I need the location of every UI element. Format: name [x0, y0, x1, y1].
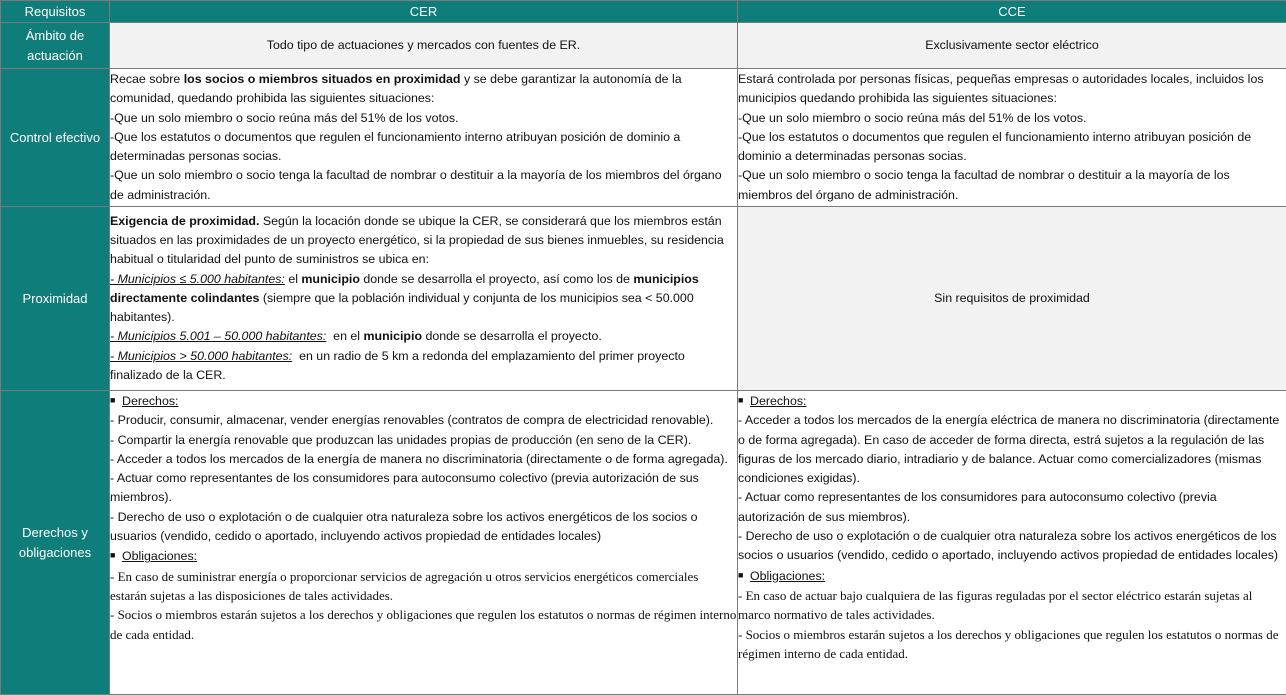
cer-derecho-item: - Acceder a todos los mercados de la energía de manera no discriminatoria (directamente o de forma agregada).: [110, 450, 737, 469]
cer-obligacion-item: - En caso de suministrar energía o proporcionar servicios de agregación u otros servicios energéticos comerciales estarán sujetas a las disposiciones de tales actividades.: [110, 567, 737, 606]
cer-control-item: -Que un solo miembro o socio reúna más del 51% de los votos.: [110, 109, 737, 128]
row-ambito: [1, 23, 1286, 69]
square-bullet-icon: ■: [738, 391, 750, 410]
cce-ambito: Exclusivamente sector eléctrico: [738, 23, 1286, 69]
cer-derechos: [110, 391, 738, 695]
label-proximidad: Proximidad: [1, 207, 110, 391]
cer-proximidad: [110, 207, 738, 391]
cce-derecho-item: - Actuar como representantes de los consumidores para autoconsumo colectivo (previa autorización de sus miembros).: [738, 488, 1286, 527]
square-bullet-icon: ■: [738, 566, 750, 585]
cce-control-item: -Que los estatutos o documentos que regulen el funcionamiento interno atribuyan posición de dominio a determinadas personas socias.: [738, 128, 1286, 167]
cer-derechos-heading: ■ Derechos:: [110, 391, 737, 411]
cer-obligaciones-heading: ■ Obligaciones:: [110, 546, 737, 566]
cce-obligacion-item: - Socios o miembros estarán sujetos a los derechos y obligaciones que regulen los estatutos o normas de régimen interno de cada entidad.: [738, 625, 1286, 664]
cce-derecho-item: - Acceder a todos los mercados de la energía eléctrica de manera no discriminatoria (directamente o de forma agregada). En caso de acceder de forma directa, estrá sujetos a la regulación de las figuras de los mercado diario, intradiario y de balance. Actuar como comercializadores (mismas condiciones exigidas).: [738, 411, 1286, 488]
cce-derechos: [738, 391, 1286, 695]
cce-control-intro: Estará controlada por personas físicas, pequeñas empresas o autoridades locales, incluidos los municipios quedando prohibida las siguientes situaciones:: [738, 70, 1286, 109]
cce-control: [738, 69, 1286, 207]
cce-obligacion-item: - En caso de actuar bajo cualquiera de las figuras reguladas por el sector eléctrico estarán sujetas al marco normativo de tales actividades.: [738, 586, 1286, 625]
header-cce: CCE: [738, 1, 1286, 23]
cer-control-intro: Recae sobre los socios o miembros situados en proximidad y se debe garantizar la autonomía de la comunidad, quedando prohibida las siguientes situaciones:: [110, 70, 737, 109]
square-bullet-icon: ■: [110, 391, 122, 410]
cce-proximidad: Sin requisitos de proximidad: [738, 207, 1286, 391]
row-control: [1, 69, 1286, 207]
label-control: Control efectivo: [1, 69, 110, 207]
cer-control-item: -Que los estatutos o documentos que regulen el funcionamiento interno atribuyan posición de dominio a determinadas personas socias.: [110, 128, 737, 167]
label-derechos: Derechos y obligaciones: [1, 391, 110, 695]
proximidad-large-municipios: - Municipios > 50.000 habitantes: en un radio de 5 km a redonda del emplazamiento del primer proyecto finalizado de la CER.: [110, 347, 737, 386]
proximidad-small-municipios: - Municipios ≤ 5.000 habitantes: el municipio donde se desarrolla el proyecto, así como los de municipios directamente colindantes (siempre que la población individual y conjunta de los municipios sea < 50.000 habitantes).: [110, 270, 737, 328]
proximidad-intro: Exigencia de proximidad. Según la locación donde se ubique la CER, se considerará que los miembros están situados en las proximidades de un proyecto energético, si la propiedad de sus bienes inmuebles, su residencia habitual o titularidad del punto de suministros se ubica en:: [110, 212, 737, 270]
cer-derecho-item: - Actuar como representantes de los consumidores para autoconsumo colectivo (previa autorización de sus miembros).: [110, 469, 737, 508]
cer-obligacion-item: - Socios o miembros estarán sujetos a los derechos y obligaciones que regulen los estatutos o normas de régimen interno de cada entidad.: [110, 605, 737, 644]
header-row: [1, 1, 1286, 23]
header-cer: CER: [110, 1, 738, 23]
cer-derecho-item: - Producir, consumir, almacenar, vender energías renovables (contratos de compra de electricidad renovable).: [110, 411, 737, 430]
cce-control-item: -Que un solo miembro o socio reúna más del 51% de los votos.: [738, 109, 1286, 128]
row-derechos: [1, 391, 1286, 695]
cer-control: [110, 69, 738, 207]
cce-derechos-heading: ■ Derechos:: [738, 391, 1286, 411]
cce-control-item: -Que un solo miembro o socio tenga la facultad de nombrar o destituir a la mayoría de los miembros del órgano de administración.: [738, 166, 1286, 205]
cer-derecho-item: - Derecho de uso o explotación o de cualquier otra naturaleza sobre los activos energéticos de los socios o usuarios (vendido, cedido o aportado, incluyendo activos propiedad de entidades locales): [110, 508, 737, 547]
cer-derecho-item: - Compartir la energía renovable que produzcan las unidades propias de producción (en seno de la CER).: [110, 431, 737, 450]
row-proximidad: [1, 207, 1286, 391]
cce-obligaciones-heading: ■ Obligaciones:: [738, 566, 1286, 586]
header-requisitos: Requisitos: [1, 1, 110, 23]
cer-ambito: Todo tipo de actuaciones y mercados con fuentes de ER.: [110, 23, 738, 69]
cer-control-item: -Que un solo miembro o socio tenga la facultad de nombrar o destituir a la mayoría de los miembros del órgano de administración.: [110, 166, 737, 205]
label-ambito: Ámbito de actuación: [1, 23, 110, 69]
square-bullet-icon: ■: [110, 546, 122, 565]
cce-derecho-item: - Derecho de uso o explotación o de cualquier otra naturaleza sobre los activos energéticos de los socios o usuarios (vendido, cedido o aportado, incluyendo activos propiedad de entidades locales): [738, 527, 1286, 566]
proximidad-medium-municipios: - Municipios 5.001 – 50.000 habitantes: en el municipio donde se desarrolla el proyecto.: [110, 327, 737, 346]
